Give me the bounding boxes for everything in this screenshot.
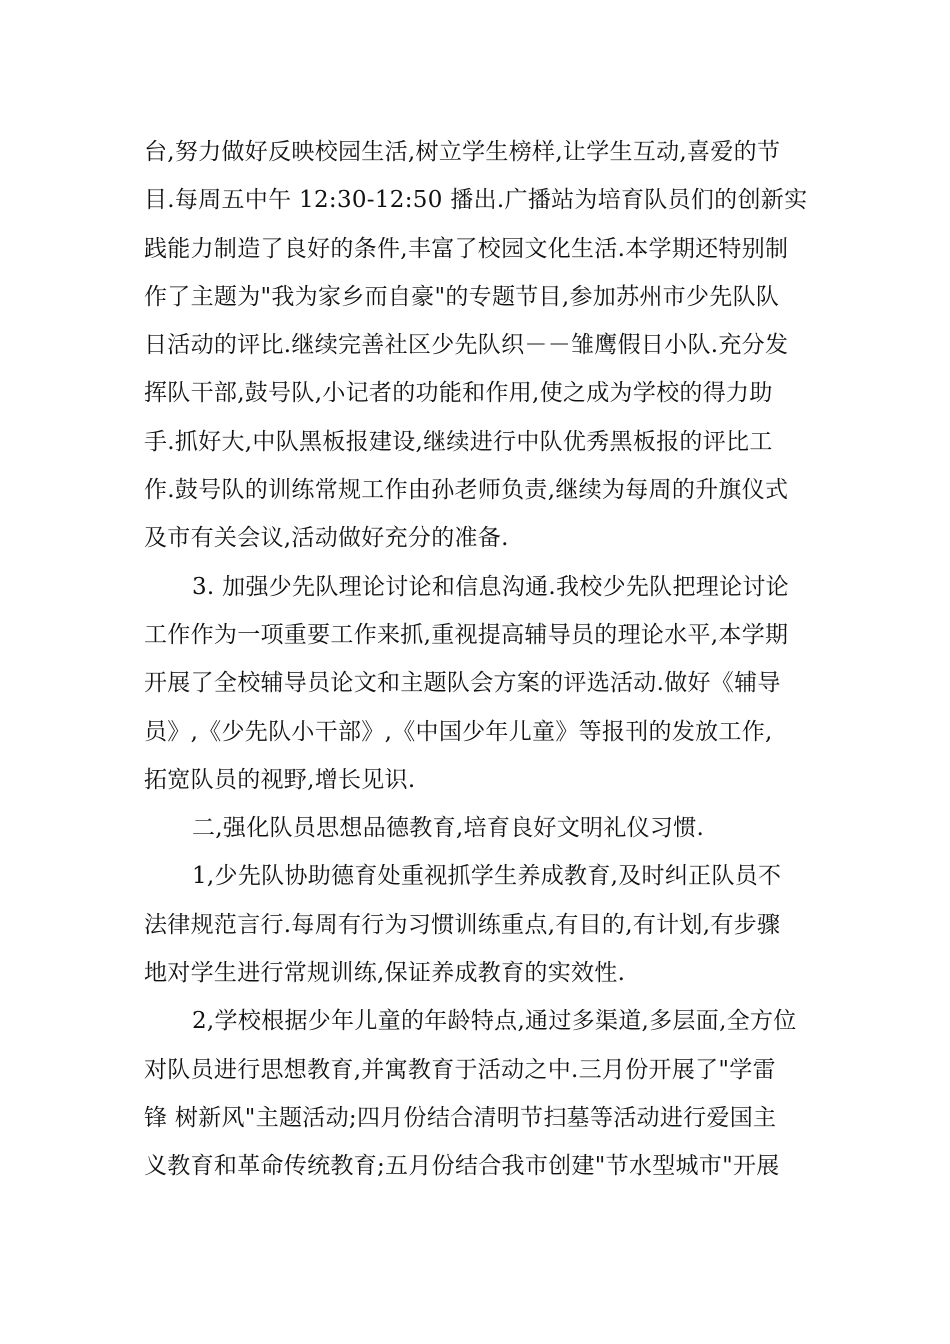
text-line: 2,学校根据少年儿童的年龄特点,通过多渠道,多层面,全方位	[192, 1008, 797, 1035]
text-line: 工作作为一项重要工作来抓,重视提高辅导员的理论水平,本学期	[144, 621, 789, 648]
text-line: 地对学生进行常规训练,保证养成教育的实效性.	[144, 960, 626, 987]
text-line: 1,少先队协助德育处重视抓学生养成教育,及时纠正队员不	[192, 863, 782, 890]
text-line: 作了主题为"我为家乡而自豪"的专题节目,参加苏州市少先队队	[144, 283, 780, 310]
text-line: 义教育和革命传统教育;五月份结合我市创建"节水型城市"开展	[144, 1153, 780, 1180]
text-line: 台,努力做好反映校园生活,树立学生榜样,让学生互动,喜爱的节	[144, 139, 781, 165]
text-line: 及市有关会议,活动做好充分的准备.	[144, 525, 509, 552]
text-line: 挥队干部,鼓号队,小记者的功能和作用,使之成为学校的得力助	[144, 380, 773, 407]
text-line: 开展了全校辅导员论文和主题队会方案的评选活动.做好《辅导	[144, 670, 781, 697]
text-line: 拓宽队员的视野,增长见识.	[144, 766, 416, 793]
text-line: 目.每周五中午 12:30-12:50 播出.广播站为培育队员们的创新实	[144, 187, 808, 214]
text-line: 对队员进行思想教育,并寓教育于活动之中.三月份开展了"学雷	[144, 1056, 776, 1083]
text-line: 法律规范言行.每周有行为习惯训练重点,有目的,有计划,有步骤	[144, 911, 781, 938]
text-line: 二,强化队员思想品德教育,培育良好文明礼仪习惯.	[192, 815, 705, 842]
text-line: 践能力制造了良好的条件,丰富了校园文化生活.本学期还特别制	[144, 235, 789, 262]
text-line: 作.鼓号队的训练常规工作由孙老师负责,继续为每周的升旗仪式	[144, 477, 789, 504]
text-line: 3. 加强少先队理论讨论和信息沟通.我校少先队把理论讨论	[192, 573, 789, 600]
text-line: 锋 树新风"主题活动;四月份结合清明节扫墓等活动进行爱国主	[144, 1104, 777, 1131]
text-line: 员》,《少先队小干部》,《中国少年儿童》等报刊的发放工作,	[144, 718, 773, 745]
text-line: 手.抓好大,中队黑板报建设,继续进行中队优秀黑板报的评比工	[144, 428, 773, 455]
text-line: 日活动的评比.继续完善社区少先队织－－雏鹰假日小队.充分发	[144, 332, 789, 359]
body-text	[144, 128, 812, 1191]
